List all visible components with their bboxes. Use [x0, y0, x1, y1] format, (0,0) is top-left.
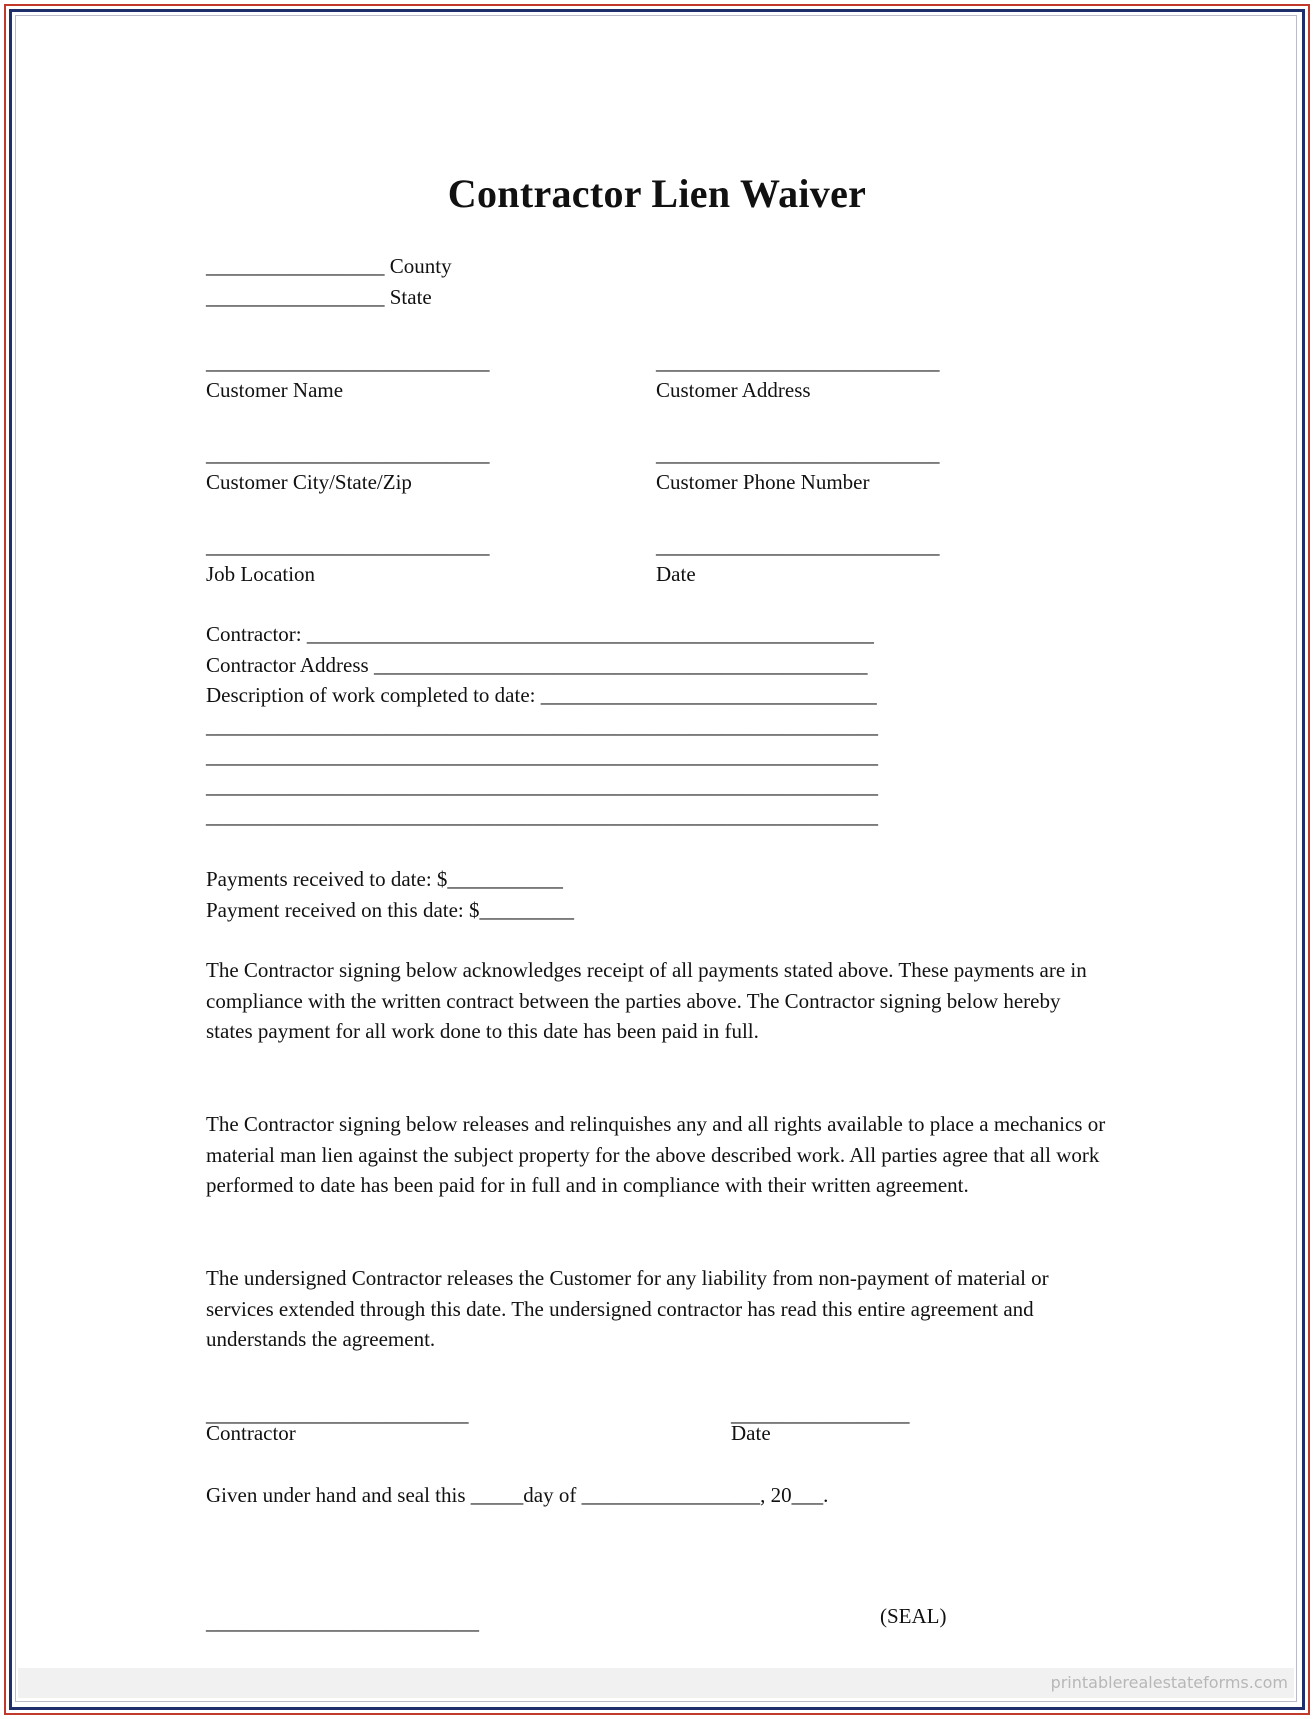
customer-address-line: ___________________________	[656, 350, 940, 374]
liability-paragraph: The undersigned Contractor releases the Customer for any liability from non-payment of material or services extended through this date. The undersigned contractor has read this entire agreement and understands the agreement.	[206, 1266, 1049, 1351]
payments-to-date-field: Payments received to date: $___________	[206, 867, 563, 891]
job-location-line: ___________________________	[206, 534, 490, 558]
description-blank-line: ________________________________________________________________	[206, 744, 878, 768]
date-label: Date	[656, 562, 696, 586]
acknowledgement-paragraph: The Contractor signing below acknowledges receipt of all payments stated above. These payments are in compliance with the written contract between the parties above. The Contractor signing below hereby states payment for all work done to this date has been paid in full.	[206, 958, 1087, 1043]
description-blank-line: ________________________________________________________________	[206, 774, 878, 798]
customer-address-label: Customer Address	[656, 378, 811, 402]
description-blank-line: ________________________________________________________________	[206, 714, 878, 738]
work-description-field: Description of work completed to date: ________________________________	[206, 683, 877, 707]
document-title: Contractor Lien Waiver	[447, 171, 867, 216]
seal-signature-line: __________________________	[206, 1610, 479, 1634]
contractor-signature-line: _________________________	[206, 1402, 469, 1426]
customer-city-line: ___________________________	[206, 442, 490, 466]
signature-date-label: Date	[731, 1421, 771, 1445]
contractor-address-field: Contractor Address _______________________________________________	[206, 653, 868, 677]
contractor-name-field: Contractor: ______________________________________________________	[206, 622, 874, 646]
state-field: _________________ State	[206, 285, 432, 309]
customer-name-label: Customer Name	[206, 378, 344, 402]
payment-on-date-field: Payment received on this date: $_________	[206, 898, 575, 922]
customer-phone-label: Customer Phone Number	[656, 470, 870, 494]
date-line: ___________________________	[656, 534, 940, 558]
description-blank-line: ________________________________________________________________	[206, 804, 878, 828]
footer-watermark: printablerealestateforms.com	[1050, 1673, 1288, 1692]
customer-phone-line: ___________________________	[656, 442, 940, 466]
customer-city-label: Customer City/State/Zip	[206, 470, 412, 494]
county-field: _________________ County	[206, 254, 452, 278]
job-location-label: Job Location	[206, 562, 316, 586]
given-under-hand-line: Given under hand and seal this _____day of _________________, 20___.	[206, 1483, 829, 1507]
contractor-signature-label: Contractor	[206, 1421, 296, 1445]
customer-name-line: ___________________________	[206, 350, 490, 374]
signature-date-line: _________________	[731, 1402, 910, 1426]
seal-label: (SEAL)	[880, 1604, 947, 1628]
release-paragraph: The Contractor signing below releases and relinquishes any and all rights available to place a mechanics or material man lien against the subject property for the above described work. All parties agree that all work performed to date has been paid for in full and in compliance with their written agreement.	[206, 1112, 1106, 1197]
